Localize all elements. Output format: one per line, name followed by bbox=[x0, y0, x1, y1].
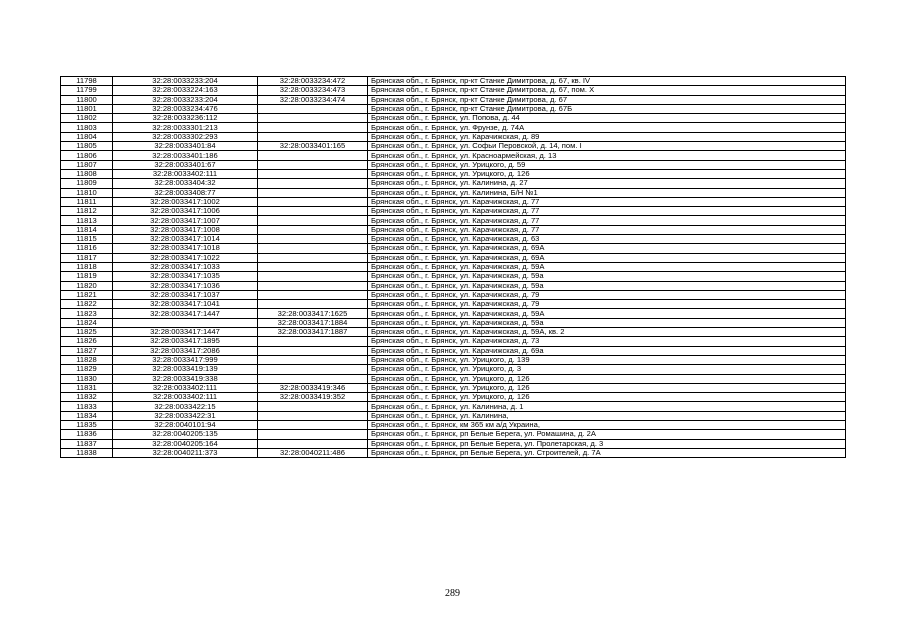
row-number-cell: 11812 bbox=[61, 207, 113, 216]
table-row bbox=[61, 169, 846, 178]
row-number-cell: 11799 bbox=[61, 86, 113, 95]
linked-cadastral-number-cell bbox=[258, 123, 368, 132]
address-cell: Брянская обл., г. Брянск, км 365 км а/д Украина, bbox=[368, 420, 846, 429]
linked-cadastral-number-cell bbox=[258, 169, 368, 178]
cadastral-number-cell: 32:28:0033417:1895 bbox=[113, 337, 258, 346]
address-cell: Брянская обл., г. Брянск, ул. Карачижская, д. 77 bbox=[368, 216, 846, 225]
cadastral-number-cell: 32:28:0033417:1008 bbox=[113, 225, 258, 234]
linked-cadastral-number-cell bbox=[258, 244, 368, 253]
page-number: 289 bbox=[445, 588, 460, 599]
cadastral-number-cell: 32:28:0033417:1002 bbox=[113, 197, 258, 206]
row-number-cell: 11802 bbox=[61, 114, 113, 123]
table-row bbox=[61, 328, 846, 337]
linked-cadastral-number-cell bbox=[258, 104, 368, 113]
row-number-cell: 11811 bbox=[61, 197, 113, 206]
cadastral-number-cell: 32:28:0033233:204 bbox=[113, 77, 258, 86]
row-number-cell: 11806 bbox=[61, 151, 113, 160]
table-row bbox=[61, 253, 846, 262]
linked-cadastral-number-cell bbox=[258, 132, 368, 141]
address-cell: Брянская обл., г. Брянск, ул. Урицкого, д. 3 bbox=[368, 365, 846, 374]
address-cell: Брянская обл., г. Брянск, ул. Урицкого, д. 126 bbox=[368, 393, 846, 402]
cadastral-number-cell: 32:28:0033224:163 bbox=[113, 86, 258, 95]
linked-cadastral-number-cell: 32:28:0033234:473 bbox=[258, 86, 368, 95]
row-number-cell: 11809 bbox=[61, 179, 113, 188]
table-row bbox=[61, 188, 846, 197]
row-number-cell: 11829 bbox=[61, 365, 113, 374]
address-cell: Брянская обл., г. Брянск, ул. Карачижская, д. 59а bbox=[368, 281, 846, 290]
address-cell: Брянская обл., г. Брянск, ул. Карачижская, д. 59А bbox=[368, 309, 846, 318]
address-cell: Брянская обл., г. Брянск, рп Белые Берега, ул. Строителей, д. 7А bbox=[368, 448, 846, 457]
table-row bbox=[61, 207, 846, 216]
linked-cadastral-number-cell: 32:28:0033419:346 bbox=[258, 383, 368, 392]
table-row bbox=[61, 262, 846, 271]
cadastral-number-cell: 32:28:0033302:293 bbox=[113, 132, 258, 141]
cadastral-number-cell: 32:28:0033401:84 bbox=[113, 142, 258, 151]
address-cell: Брянская обл., г. Брянск, ул. Карачижская, д. 59а bbox=[368, 272, 846, 281]
cadastral-number-cell: 32:28:0040211:373 bbox=[113, 448, 258, 457]
row-number-cell: 11830 bbox=[61, 374, 113, 383]
registry-table bbox=[60, 76, 846, 458]
address-cell: Брянская обл., г. Брянск, ул. Софьи Перовской, д. 14, пом. I bbox=[368, 142, 846, 151]
linked-cadastral-number-cell: 32:28:0033419:352 bbox=[258, 393, 368, 402]
table-row bbox=[61, 411, 846, 420]
linked-cadastral-number-cell bbox=[258, 411, 368, 420]
cadastral-number-cell: 32:28:0033417:1037 bbox=[113, 290, 258, 299]
row-number-cell: 11824 bbox=[61, 318, 113, 327]
cadastral-number-cell: 32:28:0040205:164 bbox=[113, 439, 258, 448]
cadastral-number-cell: 32:28:0040101:94 bbox=[113, 420, 258, 429]
row-number-cell: 11818 bbox=[61, 262, 113, 271]
linked-cadastral-number-cell bbox=[258, 151, 368, 160]
table-row bbox=[61, 142, 846, 151]
linked-cadastral-number-cell: 32:28:0033234:474 bbox=[258, 95, 368, 104]
cadastral-number-cell: 32:28:0033417:1006 bbox=[113, 207, 258, 216]
cadastral-number-cell: 32:28:0033417:1014 bbox=[113, 235, 258, 244]
table-row bbox=[61, 225, 846, 234]
row-number-cell: 11827 bbox=[61, 346, 113, 355]
table-row bbox=[61, 104, 846, 113]
row-number-cell: 11805 bbox=[61, 142, 113, 151]
linked-cadastral-number-cell bbox=[258, 402, 368, 411]
cadastral-number-cell: 32:28:0033401:186 bbox=[113, 151, 258, 160]
table-row bbox=[61, 439, 846, 448]
row-number-cell: 11810 bbox=[61, 188, 113, 197]
row-number-cell: 11803 bbox=[61, 123, 113, 132]
row-number-cell: 11807 bbox=[61, 160, 113, 169]
registry-table-body bbox=[61, 77, 846, 458]
table-row bbox=[61, 216, 846, 225]
linked-cadastral-number-cell bbox=[258, 225, 368, 234]
address-cell: Брянская обл., г. Брянск, ул. Карачижская, д. 69А bbox=[368, 253, 846, 262]
table-row bbox=[61, 337, 846, 346]
linked-cadastral-number-cell bbox=[258, 262, 368, 271]
linked-cadastral-number-cell bbox=[258, 355, 368, 364]
cadastral-number-cell: 32:28:0033301:213 bbox=[113, 123, 258, 132]
table-row bbox=[61, 309, 846, 318]
linked-cadastral-number-cell: 32:28:0033401:165 bbox=[258, 142, 368, 151]
table-row bbox=[61, 197, 846, 206]
linked-cadastral-number-cell bbox=[258, 207, 368, 216]
linked-cadastral-number-cell bbox=[258, 235, 368, 244]
table-row bbox=[61, 114, 846, 123]
cadastral-number-cell: 32:28:0033417:1447 bbox=[113, 328, 258, 337]
linked-cadastral-number-cell: 32:28:0040211:486 bbox=[258, 448, 368, 457]
table-row bbox=[61, 355, 846, 364]
linked-cadastral-number-cell bbox=[258, 290, 368, 299]
cadastral-number-cell: 32:28:0033402:111 bbox=[113, 169, 258, 178]
table-row bbox=[61, 448, 846, 457]
table-row bbox=[61, 281, 846, 290]
linked-cadastral-number-cell bbox=[258, 114, 368, 123]
cadastral-number-cell: 32:28:0033417:1007 bbox=[113, 216, 258, 225]
table-row bbox=[61, 365, 846, 374]
linked-cadastral-number-cell bbox=[258, 346, 368, 355]
linked-cadastral-number-cell bbox=[258, 272, 368, 281]
cadastral-number-cell: 32:28:0033417:1036 bbox=[113, 281, 258, 290]
linked-cadastral-number-cell: 32:28:0033417:1887 bbox=[258, 328, 368, 337]
table-row bbox=[61, 290, 846, 299]
row-number-cell: 11820 bbox=[61, 281, 113, 290]
linked-cadastral-number-cell: 32:28:0033417:1625 bbox=[258, 309, 368, 318]
address-cell: Брянская обл., г. Брянск, ул. Карачижская, д. 59А bbox=[368, 262, 846, 271]
row-number-cell: 11834 bbox=[61, 411, 113, 420]
linked-cadastral-number-cell bbox=[258, 337, 368, 346]
cadastral-number-cell: 32:28:0033417:1035 bbox=[113, 272, 258, 281]
address-cell: Брянская обл., г. Брянск, ул. Калинина, д. 27 bbox=[368, 179, 846, 188]
linked-cadastral-number-cell bbox=[258, 188, 368, 197]
address-cell: Брянская обл., г. Брянск, ул. Урицкого, д. 139 bbox=[368, 355, 846, 364]
address-cell: Брянская обл., г. Брянск, ул. Урицкого, д. 126 bbox=[368, 374, 846, 383]
address-cell: Брянская обл., г. Брянск, ул. Карачижская, д. 79 bbox=[368, 300, 846, 309]
row-number-cell: 11837 bbox=[61, 439, 113, 448]
table-row bbox=[61, 95, 846, 104]
row-number-cell: 11808 bbox=[61, 169, 113, 178]
cadastral-number-cell: 32:28:0033401:67 bbox=[113, 160, 258, 169]
address-cell: Брянская обл., г. Брянск, ул. Урицкого, д. 59 bbox=[368, 160, 846, 169]
linked-cadastral-number-cell bbox=[258, 439, 368, 448]
address-cell: Брянская обл., г. Брянск, пр-кт Станке Димитрова, д. 67, кв. IV bbox=[368, 77, 846, 86]
address-cell: Брянская обл., г. Брянск, пр-кт Станке Димитрова, д. 67Б bbox=[368, 104, 846, 113]
row-number-cell: 11798 bbox=[61, 77, 113, 86]
cadastral-number-cell: 32:28:0033417:999 bbox=[113, 355, 258, 364]
cadastral-number-cell: 32:28:0033417:1022 bbox=[113, 253, 258, 262]
table-row bbox=[61, 77, 846, 86]
address-cell: Брянская обл., г. Брянск, рп Белые Берега, ул. Пролетарская, д. 3 bbox=[368, 439, 846, 448]
address-cell: Брянская обл., г. Брянск, ул. Калинина, Б/Н №1 bbox=[368, 188, 846, 197]
address-cell: Брянская обл., г. Брянск, ул. Карачижская, д. 77 bbox=[368, 225, 846, 234]
table-row bbox=[61, 123, 846, 132]
row-number-cell: 11821 bbox=[61, 290, 113, 299]
row-number-cell: 11819 bbox=[61, 272, 113, 281]
cadastral-number-cell: 32:28:0033402:111 bbox=[113, 393, 258, 402]
address-cell: Брянская обл., г. Брянск, ул. Карачижская, д. 77 bbox=[368, 197, 846, 206]
address-cell: Брянская обл., г. Брянск, ул. Карачижская, д. 59А, кв. 2 bbox=[368, 328, 846, 337]
cadastral-number-cell: 32:28:0033234:476 bbox=[113, 104, 258, 113]
cadastral-number-cell: 32:28:0033417:1033 bbox=[113, 262, 258, 271]
row-number-cell: 11815 bbox=[61, 235, 113, 244]
table-row bbox=[61, 300, 846, 309]
linked-cadastral-number-cell bbox=[258, 216, 368, 225]
table-row bbox=[61, 132, 846, 141]
address-cell: Брянская обл., г. Брянск, ул. Урицкого, д. 126 bbox=[368, 169, 846, 178]
linked-cadastral-number-cell bbox=[258, 197, 368, 206]
cadastral-number-cell: 32:28:0033408:77 bbox=[113, 188, 258, 197]
row-number-cell: 11835 bbox=[61, 420, 113, 429]
table-row bbox=[61, 160, 846, 169]
linked-cadastral-number-cell bbox=[258, 420, 368, 429]
row-number-cell: 11836 bbox=[61, 430, 113, 439]
table-row bbox=[61, 346, 846, 355]
linked-cadastral-number-cell: 32:28:0033234:472 bbox=[258, 77, 368, 86]
linked-cadastral-number-cell bbox=[258, 160, 368, 169]
row-number-cell: 11831 bbox=[61, 383, 113, 392]
linked-cadastral-number-cell: 32:28:0033417:1884 bbox=[258, 318, 368, 327]
row-number-cell: 11817 bbox=[61, 253, 113, 262]
cadastral-number-cell: 32:28:0033402:111 bbox=[113, 383, 258, 392]
cadastral-number-cell bbox=[113, 318, 258, 327]
address-cell: Брянская обл., г. Брянск, ул. Калинина, bbox=[368, 411, 846, 420]
row-number-cell: 11833 bbox=[61, 402, 113, 411]
table-row bbox=[61, 151, 846, 160]
address-cell: Брянская обл., г. Брянск, рп Белые Берега, ул. Ромашина, д. 2А bbox=[368, 430, 846, 439]
cadastral-number-cell: 32:28:0040205:135 bbox=[113, 430, 258, 439]
linked-cadastral-number-cell bbox=[258, 179, 368, 188]
table-row bbox=[61, 393, 846, 402]
cadastral-number-cell: 32:28:0033417:1041 bbox=[113, 300, 258, 309]
address-cell: Брянская обл., г. Брянск, ул. Попова, д. 44 bbox=[368, 114, 846, 123]
cadastral-number-cell: 32:28:0033417:1018 bbox=[113, 244, 258, 253]
row-number-cell: 11816 bbox=[61, 244, 113, 253]
table-row bbox=[61, 244, 846, 253]
row-number-cell: 11822 bbox=[61, 300, 113, 309]
row-number-cell: 11801 bbox=[61, 104, 113, 113]
table-row bbox=[61, 179, 846, 188]
linked-cadastral-number-cell bbox=[258, 374, 368, 383]
address-cell: Брянская обл., г. Брянск, ул. Карачижская, д. 77 bbox=[368, 207, 846, 216]
address-cell: Брянская обл., г. Брянск, ул. Урицкого, д. 126 bbox=[368, 383, 846, 392]
table-row bbox=[61, 383, 846, 392]
row-number-cell: 11804 bbox=[61, 132, 113, 141]
row-number-cell: 11826 bbox=[61, 337, 113, 346]
address-cell: Брянская обл., г. Брянск, ул. Карачижская, д. 59а bbox=[368, 318, 846, 327]
table-row bbox=[61, 420, 846, 429]
address-cell: Брянская обл., г. Брянск, ул. Карачижская, д. 89 bbox=[368, 132, 846, 141]
address-cell: Брянская обл., г. Брянск, пр-кт Станке Димитрова, д. 67 bbox=[368, 95, 846, 104]
cadastral-number-cell: 32:28:0033419:139 bbox=[113, 365, 258, 374]
cadastral-number-cell: 32:28:0033417:1447 bbox=[113, 309, 258, 318]
address-cell: Брянская обл., г. Брянск, ул. Карачижская, д. 73 bbox=[368, 337, 846, 346]
address-cell: Брянская обл., г. Брянск, ул. Калинина, д. 1 bbox=[368, 402, 846, 411]
cadastral-number-cell: 32:28:0033236:112 bbox=[113, 114, 258, 123]
row-number-cell: 11832 bbox=[61, 393, 113, 402]
linked-cadastral-number-cell bbox=[258, 430, 368, 439]
address-cell: Брянская обл., г. Брянск, ул. Карачижская, д. 69А bbox=[368, 244, 846, 253]
address-cell: Брянская обл., г. Брянск, ул. Карачижская, д. 69а bbox=[368, 346, 846, 355]
cadastral-number-cell: 32:28:0033419:338 bbox=[113, 374, 258, 383]
row-number-cell: 11823 bbox=[61, 309, 113, 318]
table-row bbox=[61, 235, 846, 244]
linked-cadastral-number-cell bbox=[258, 365, 368, 374]
row-number-cell: 11814 bbox=[61, 225, 113, 234]
linked-cadastral-number-cell bbox=[258, 300, 368, 309]
table-row bbox=[61, 402, 846, 411]
row-number-cell: 11838 bbox=[61, 448, 113, 457]
cadastral-number-cell: 32:28:0033422:15 bbox=[113, 402, 258, 411]
address-cell: Брянская обл., г. Брянск, ул. Фрунзе, д. 74А bbox=[368, 123, 846, 132]
row-number-cell: 11813 bbox=[61, 216, 113, 225]
linked-cadastral-number-cell bbox=[258, 281, 368, 290]
linked-cadastral-number-cell bbox=[258, 253, 368, 262]
address-cell: Брянская обл., г. Брянск, ул. Карачижская, д. 79 bbox=[368, 290, 846, 299]
cadastral-number-cell: 32:28:0033404:32 bbox=[113, 179, 258, 188]
table-row bbox=[61, 374, 846, 383]
table-row bbox=[61, 272, 846, 281]
cadastral-number-cell: 32:28:0033233:204 bbox=[113, 95, 258, 104]
cadastral-number-cell: 32:28:0033417:2086 bbox=[113, 346, 258, 355]
address-cell: Брянская обл., г. Брянск, ул. Красноармейская, д. 13 bbox=[368, 151, 846, 160]
table-row bbox=[61, 318, 846, 327]
table-row bbox=[61, 86, 846, 95]
row-number-cell: 11825 bbox=[61, 328, 113, 337]
address-cell: Брянская обл., г. Брянск, пр-кт Станке Димитрова, д. 67, пом. Х bbox=[368, 86, 846, 95]
cadastral-number-cell: 32:28:0033422:31 bbox=[113, 411, 258, 420]
table-row bbox=[61, 430, 846, 439]
row-number-cell: 11828 bbox=[61, 355, 113, 364]
row-number-cell: 11800 bbox=[61, 95, 113, 104]
address-cell: Брянская обл., г. Брянск, ул. Карачижская, д. 63 bbox=[368, 235, 846, 244]
